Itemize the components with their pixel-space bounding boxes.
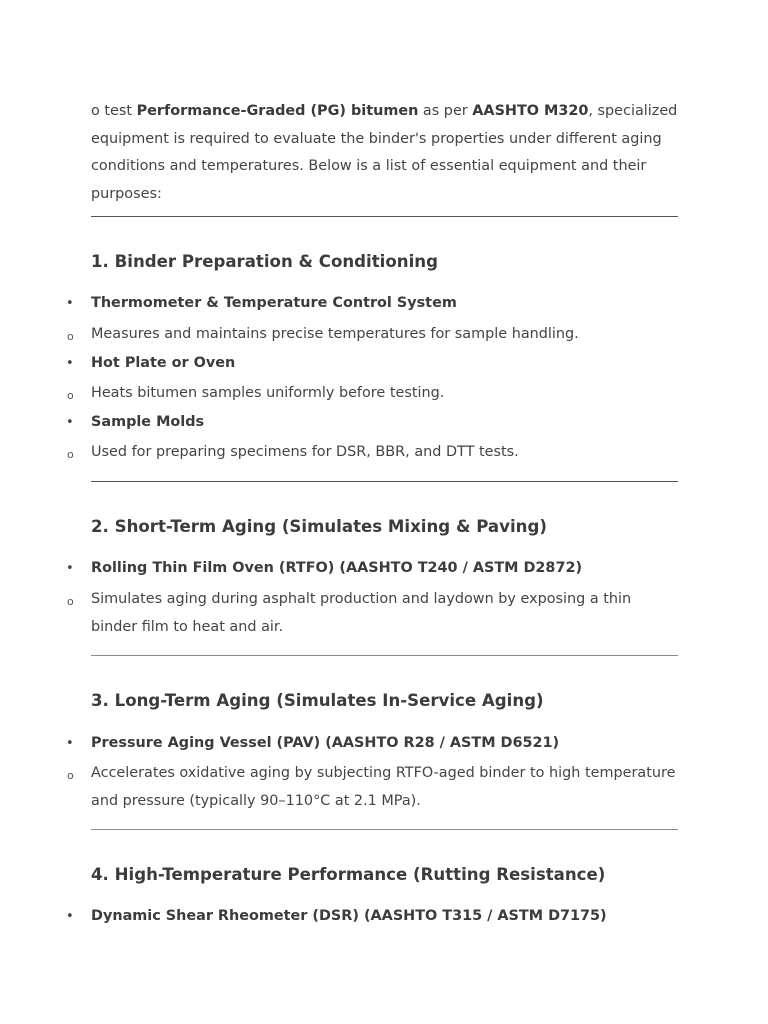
bullet-marker: • [66,415,74,430]
intro-suffix: , specialized equipment is required to evaluate the binder's properties under different aging conditions and temperatures. Below is a list of essential equipment and their purposes: [91,103,678,202]
sub-bullet-marker: o [67,330,74,343]
intro-prefix: o test [91,103,137,119]
divider [91,829,678,830]
equipment-title: Thermometer & Temperature Control System [91,295,457,311]
section-heading: 4. High-Temperature Performance (Rutting Resistance) [91,865,606,884]
equipment-title: Sample Molds [91,414,205,430]
divider [91,481,678,482]
intro-middle: as per [418,103,473,119]
intro-paragraph [91,98,681,208]
equipment-description: Accelerates oxidative aging by subjecting RTFO-aged binder to high temperature and pressure (typically 90–110°C at 2.1 MPa). [91,765,676,809]
sub-bullet-marker: o [67,595,74,608]
sub-bullet-marker: o [67,448,74,461]
equipment-description: Measures and maintains precise temperatures for sample handling. [91,326,579,342]
intro-bold-pg-bitumen: Performance-Graded (PG) bitumen [136,103,419,119]
bullet-marker: • [66,736,74,751]
equipment-description: Simulates aging during asphalt production and laydown by exposing a thin binder film to heat and air. [91,591,632,635]
divider [91,655,678,656]
equipment-title: Hot Plate or Oven [91,355,236,371]
bullet-marker: • [66,296,74,311]
bullet-marker: • [66,909,74,924]
bullet-marker: • [66,356,74,371]
section-heading: 2. Short-Term Aging (Simulates Mixing & Paving) [91,517,547,536]
bullet-marker: • [66,561,74,576]
divider [91,216,678,217]
equipment-description: Used for preparing specimens for DSR, BBR, and DTT tests. [91,444,519,460]
section-heading: 1. Binder Preparation & Conditioning [91,252,438,271]
section-heading: 3. Long-Term Aging (Simulates In-Service Aging) [91,691,544,710]
equipment-title: Rolling Thin Film Oven (RTFO) (AASHTO T240 / ASTM D2872) [91,560,583,576]
intro-bold-aashto-m320: AASHTO M320 [472,103,589,119]
equipment-description: Heats bitumen samples uniformly before testing. [91,385,445,401]
sub-bullet-marker: o [67,769,74,782]
equipment-title: Dynamic Shear Rheometer (DSR) (AASHTO T315 / ASTM D7175) [91,908,607,924]
sub-bullet-marker: o [67,389,74,402]
equipment-title: Pressure Aging Vessel (PAV) (AASHTO R28 / ASTM D6521) [91,735,560,751]
